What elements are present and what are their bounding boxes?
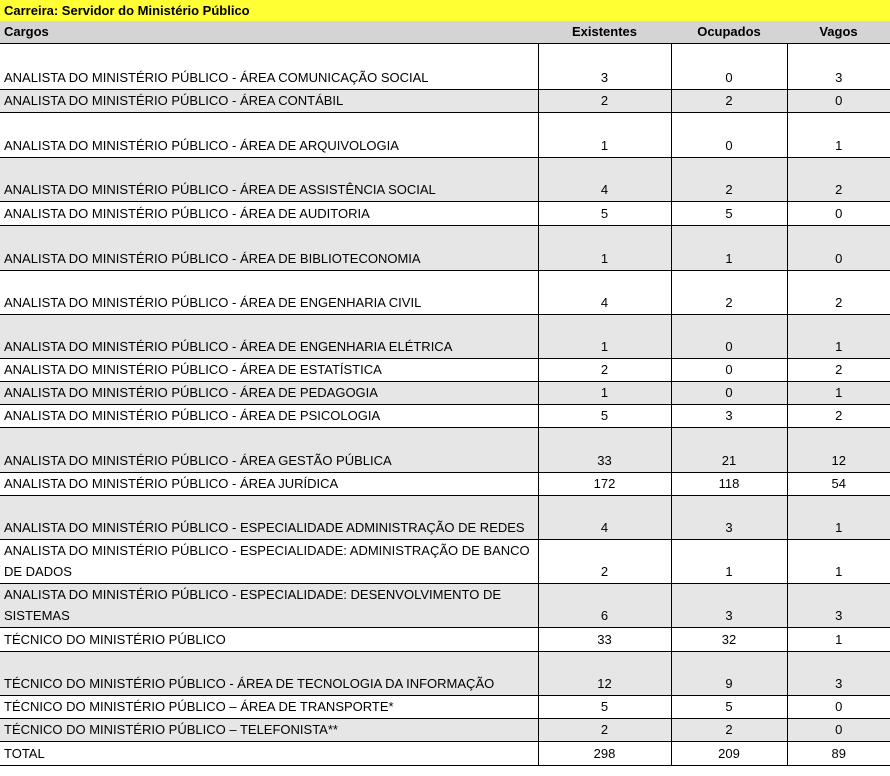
existentes-cell: 1 [538, 315, 671, 359]
ocupados-cell: 1 [671, 226, 787, 271]
vagos-cell: 1 [787, 113, 890, 158]
cargo-cell: ANALISTA DO MINISTÉRIO PÚBLICO - ÁREA DE ESTATÍSTICA [0, 359, 538, 382]
vagos-cell: 3 [787, 652, 890, 696]
table-row [0, 202, 890, 226]
ocupados-cell: 2 [671, 158, 787, 202]
total-existentes-cell: 298 [538, 742, 671, 766]
vagos-cell: 1 [787, 496, 890, 540]
existentes-cell: 2 [538, 359, 671, 382]
vagos-cell: 2 [787, 271, 890, 315]
table-row [0, 628, 890, 652]
ocupados-cell: 2 [671, 719, 787, 742]
table-row [0, 271, 890, 315]
ocupados-cell: 2 [671, 271, 787, 315]
career-title: Carreira: Servidor do Ministério Público [0, 0, 890, 21]
ocupados-cell: 2 [671, 90, 787, 113]
ocupados-cell: 0 [671, 44, 787, 90]
header-ocupados: Ocupados [697, 24, 761, 39]
ocupados-cell: 5 [671, 202, 787, 226]
existentes-cell: 5 [538, 202, 671, 226]
vagos-cell: 2 [787, 158, 890, 202]
cargo-cell: ANALISTA DO MINISTÉRIO PÚBLICO - ÁREA DE ARQUIVOLOGIA [0, 113, 538, 158]
ocupados-cell: 3 [671, 584, 787, 628]
table-row [0, 90, 890, 113]
ocupados-cell: 21 [671, 428, 787, 473]
existentes-cell: 1 [538, 382, 671, 405]
existentes-cell: 2 [538, 540, 671, 584]
table-row [0, 473, 890, 496]
existentes-cell: 33 [538, 628, 671, 652]
existentes-cell: 4 [538, 271, 671, 315]
vagos-cell: 3 [787, 44, 890, 90]
cargo-cell: ANALISTA DO MINISTÉRIO PÚBLICO - ÁREA DE ASSISTÊNCIA SOCIAL [0, 158, 538, 202]
existentes-cell: 2 [538, 719, 671, 742]
vagos-cell: 1 [787, 628, 890, 652]
cargo-cell: TÉCNICO DO MINISTÉRIO PÚBLICO – ÁREA DE TRANSPORTE* [0, 696, 538, 719]
table-row [0, 719, 890, 742]
existentes-cell: 6 [538, 584, 671, 628]
cargo-cell: ANALISTA DO MINISTÉRIO PÚBLICO - ÁREA COMUNICAÇÃO SOCIAL [0, 44, 538, 90]
table-row [0, 652, 890, 696]
existentes-cell: 4 [538, 496, 671, 540]
table-row [0, 226, 890, 271]
table-row [0, 44, 890, 90]
total-label-cell: TOTAL [0, 742, 538, 766]
cargo-cell: ANALISTA DO MINISTÉRIO PÚBLICO - ESPECIALIDADE ADMINISTRAÇÃO DE REDES [0, 496, 538, 540]
vagos-cell: 0 [787, 202, 890, 226]
existentes-cell: 1 [538, 113, 671, 158]
vagos-cell: 0 [787, 719, 890, 742]
cargo-cell: ANALISTA DO MINISTÉRIO PÚBLICO - ESPECIALIDADE: DESENVOLVIMENTO DE SISTEMAS [0, 584, 538, 628]
vagos-cell: 12 [787, 428, 890, 473]
cargo-cell: TÉCNICO DO MINISTÉRIO PÚBLICO – TELEFONISTA** [0, 719, 538, 742]
table-row [0, 405, 890, 428]
positions-table [0, 43, 890, 766]
table-row [0, 315, 890, 359]
cargo-cell: ANALISTA DO MINISTÉRIO PÚBLICO - ÁREA DE BIBLIOTECONOMIA [0, 226, 538, 271]
ocupados-cell: 3 [671, 496, 787, 540]
ocupados-cell: 5 [671, 696, 787, 719]
cargo-cell: TÉCNICO DO MINISTÉRIO PÚBLICO [0, 628, 538, 652]
cargo-cell: TÉCNICO DO MINISTÉRIO PÚBLICO - ÁREA DE TECNOLOGIA DA INFORMAÇÃO [0, 652, 538, 696]
table-row [0, 540, 890, 584]
vagos-cell: 2 [787, 405, 890, 428]
table-row [0, 584, 890, 628]
cargo-cell: ANALISTA DO MINISTÉRIO PÚBLICO - ÁREA DE PEDAGOGIA [0, 382, 538, 405]
vagos-cell: 1 [787, 315, 890, 359]
cargo-cell: ANALISTA DO MINISTÉRIO PÚBLICO - ÁREA CONTÁBIL [0, 90, 538, 113]
cargo-cell: ANALISTA DO MINISTÉRIO PÚBLICO - ÁREA DE AUDITORIA [0, 202, 538, 226]
existentes-cell: 172 [538, 473, 671, 496]
ocupados-cell: 0 [671, 113, 787, 158]
header-vagos: Vagos [819, 24, 858, 39]
table-row [0, 428, 890, 473]
vagos-cell: 0 [787, 226, 890, 271]
table-row [0, 113, 890, 158]
vagos-cell: 3 [787, 584, 890, 628]
table-row [0, 158, 890, 202]
cargo-cell: ANALISTA DO MINISTÉRIO PÚBLICO - ÁREA JURÍDICA [0, 473, 538, 496]
total-vagos-cell: 89 [787, 742, 890, 766]
ocupados-cell: 0 [671, 382, 787, 405]
ocupados-cell: 3 [671, 405, 787, 428]
ocupados-cell: 0 [671, 315, 787, 359]
total-row [0, 742, 890, 766]
table-row [0, 696, 890, 719]
header-existentes: Existentes [571, 24, 638, 39]
existentes-cell: 33 [538, 428, 671, 473]
existentes-cell: 4 [538, 158, 671, 202]
existentes-cell: 5 [538, 405, 671, 428]
vagos-cell: 54 [787, 473, 890, 496]
existentes-cell: 12 [538, 652, 671, 696]
cargo-cell: ANALISTA DO MINISTÉRIO PÚBLICO - ÁREA DE PSICOLOGIA [0, 405, 538, 428]
vagos-cell: 1 [787, 382, 890, 405]
ocupados-cell: 9 [671, 652, 787, 696]
cargo-cell: ANALISTA DO MINISTÉRIO PÚBLICO - ÁREA DE ENGENHARIA ELÉTRICA [0, 315, 538, 359]
existentes-cell: 2 [538, 90, 671, 113]
ocupados-cell: 1 [671, 540, 787, 584]
column-header-row [0, 21, 890, 43]
vagos-cell: 2 [787, 359, 890, 382]
cargo-cell: ANALISTA DO MINISTÉRIO PÚBLICO - ESPECIALIDADE: ADMINISTRAÇÃO DE BANCO DE DADOS [0, 540, 538, 584]
ocupados-cell: 0 [671, 359, 787, 382]
header-cargos: Cargos [4, 24, 49, 39]
table-row [0, 382, 890, 405]
cargo-cell: ANALISTA DO MINISTÉRIO PÚBLICO - ÁREA DE ENGENHARIA CIVIL [0, 271, 538, 315]
existentes-cell: 3 [538, 44, 671, 90]
ocupados-cell: 118 [671, 473, 787, 496]
ocupados-cell: 32 [671, 628, 787, 652]
vagos-cell: 0 [787, 696, 890, 719]
existentes-cell: 5 [538, 696, 671, 719]
table-row [0, 359, 890, 382]
vagos-cell: 0 [787, 90, 890, 113]
table-row [0, 496, 890, 540]
vagos-cell: 1 [787, 540, 890, 584]
cargo-cell: ANALISTA DO MINISTÉRIO PÚBLICO - ÁREA GESTÃO PÚBLICA [0, 428, 538, 473]
total-ocupados-cell: 209 [671, 742, 787, 766]
existentes-cell: 1 [538, 226, 671, 271]
